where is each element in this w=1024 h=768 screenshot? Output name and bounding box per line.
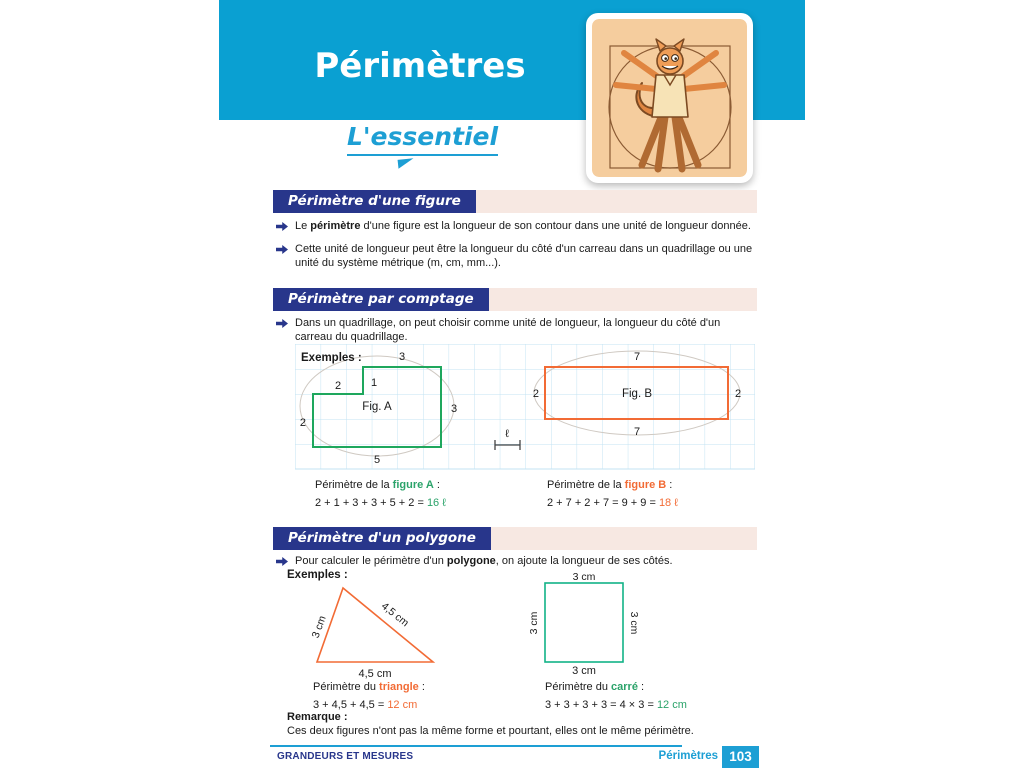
bullet-text-pre: Le bbox=[295, 220, 311, 232]
equation-text: 2 + 1 + 3 + 3 + 5 + 2 = bbox=[315, 497, 427, 509]
bullet-item bbox=[276, 316, 754, 344]
figure-a-name-text: figure A bbox=[392, 479, 434, 491]
caption-suffix: : bbox=[418, 681, 425, 693]
remark-block bbox=[287, 710, 765, 738]
figure-a-upper-left-label: 2 bbox=[334, 380, 342, 392]
caption-prefix: Périmètre du bbox=[313, 681, 380, 693]
caption-suffix: : bbox=[433, 479, 440, 491]
bullet-text-pre: Pour calculer le périmètre d'un bbox=[295, 555, 447, 567]
bullet-text bbox=[295, 242, 754, 270]
caption-suffix: : bbox=[666, 479, 673, 491]
grid-examples-label: Exemples : bbox=[301, 352, 362, 364]
perimeter-a-line2 bbox=[315, 494, 446, 512]
figure-b-right-label: 2 bbox=[735, 388, 742, 400]
page-number-badge: 103 bbox=[722, 746, 759, 768]
essentiel-label: L'essentiel bbox=[347, 122, 498, 156]
section-bar-figure bbox=[273, 190, 757, 213]
square-bottom-side-label: 3 cm bbox=[572, 665, 596, 677]
figure-b-top-label: 7 bbox=[633, 351, 641, 363]
perimeter-triangle-caption bbox=[313, 678, 425, 714]
bullet-text bbox=[295, 219, 751, 233]
arrow-bullet-icon bbox=[276, 245, 288, 254]
figure-b-left-label: 2 bbox=[532, 388, 539, 400]
figure-a-right-label: 3 bbox=[451, 403, 458, 415]
unit-symbol: ℓ bbox=[505, 428, 509, 440]
figure-a-bottom-label: 5 bbox=[373, 454, 381, 466]
square-name-text: carré bbox=[611, 681, 638, 693]
arrow-bullet-icon bbox=[276, 319, 288, 328]
bullet-text-pre: Cette unité de longueur peut être la longueur du côté d'un carreau dans un quadrillage ou une unité du système métrique (m, cm, mm...). bbox=[295, 243, 753, 269]
result-value: 18 ℓ bbox=[658, 497, 678, 509]
caption-prefix: Périmètre de la bbox=[315, 479, 393, 491]
result-value: 12 cm bbox=[656, 699, 687, 711]
chapter-title: Périmètres bbox=[314, 46, 526, 86]
figure-a-left-label: 2 bbox=[299, 417, 306, 429]
essentiel-tail-decoration bbox=[398, 158, 415, 169]
square-figure bbox=[528, 570, 646, 682]
caption-prefix: Périmètre du bbox=[545, 681, 612, 693]
bullet-item bbox=[276, 219, 754, 233]
triangle-caption-line1 bbox=[313, 678, 425, 696]
perimeter-a-line1 bbox=[315, 476, 446, 494]
arrow-bullet-icon bbox=[276, 222, 288, 231]
bullet-item bbox=[276, 242, 754, 270]
remark-text: Ces deux figures n'ont pas la même forme et pourtant, elles ont le même périmètre. bbox=[287, 725, 694, 737]
section-bar-polygone bbox=[273, 527, 757, 550]
perimeter-figure-a-caption bbox=[315, 476, 446, 512]
footer-divider bbox=[270, 745, 682, 747]
bullet-text-pre: Dans un quadrillage, on peut choisir comme unité de longueur, la longueur du côté d'un carreau du quadrillage. bbox=[295, 317, 721, 343]
perimeter-figure-b-caption bbox=[547, 476, 678, 512]
square-shape bbox=[545, 583, 623, 662]
bullet-text bbox=[295, 316, 754, 344]
square-right-side-label: 3 cm bbox=[628, 611, 640, 635]
square-left-side-label: 3 cm bbox=[528, 611, 540, 635]
triangle-bottom-side-label: 4,5 cm bbox=[358, 668, 392, 680]
footer-collection-label: GRANDEURS ET MESURES bbox=[277, 751, 414, 762]
equation-text: 3 + 3 + 3 + 3 = 4 × 3 = bbox=[545, 699, 657, 711]
footer-chapter-label: Périmètres bbox=[658, 750, 718, 762]
square-top-side-label: 3 cm bbox=[572, 571, 596, 583]
bullet-text-post: d'une figure est la longueur de son contour dans une unité de longueur donnée. bbox=[360, 220, 751, 232]
equation-text: 2 + 7 + 2 + 7 = 9 + 9 = bbox=[547, 497, 659, 509]
triangle-name-text: triangle bbox=[379, 681, 419, 693]
section-bar-comptage bbox=[273, 288, 757, 311]
figure-b-name: Fig. B bbox=[621, 388, 653, 400]
bullet-text-post: , on ajoute la longueur de ses côtés. bbox=[495, 555, 673, 567]
figure-a-notch-label: 1 bbox=[370, 377, 378, 389]
square-caption-line1 bbox=[545, 678, 687, 696]
figure-a-top-label: 3 bbox=[398, 351, 406, 363]
figure-b-name-text: figure B bbox=[624, 479, 667, 491]
bullet-text-bold: périmètre bbox=[310, 220, 361, 232]
perimeter-square-caption bbox=[545, 678, 687, 714]
section-title-polygone: Périmètre d'un polygone bbox=[273, 527, 491, 550]
perimeter-b-line1 bbox=[547, 476, 678, 494]
triangle-left-side-label: 3 cm bbox=[309, 614, 329, 640]
mascot-card bbox=[586, 13, 753, 183]
bullet-item bbox=[276, 554, 754, 568]
grid-canvas bbox=[295, 344, 755, 471]
result-value: 12 cm bbox=[387, 699, 418, 711]
result-value: 16 ℓ bbox=[426, 497, 446, 509]
triangle-shape bbox=[317, 588, 433, 662]
essentiel-heading bbox=[320, 122, 525, 156]
polygon-examples-label: Exemples : bbox=[287, 569, 348, 581]
remark-title: Remarque : bbox=[287, 711, 348, 723]
bullet-text-bold: polygone bbox=[446, 555, 496, 567]
equation-text: 3 + 4,5 + 4,5 = bbox=[313, 699, 388, 711]
section-title-figure: Périmètre d'une figure bbox=[273, 190, 476, 213]
bullet-text bbox=[295, 554, 673, 568]
caption-suffix: : bbox=[637, 681, 645, 693]
figure-b-bottom-label: 7 bbox=[633, 426, 641, 438]
caption-prefix: Périmètre de la bbox=[547, 479, 625, 491]
section-title-comptage: Périmètre par comptage bbox=[273, 288, 489, 311]
figure-a-name: Fig. A bbox=[362, 401, 392, 413]
triangle-figure bbox=[300, 572, 470, 684]
arrow-bullet-icon bbox=[276, 557, 288, 566]
triangle-hypotenuse-label: 4,5 cm bbox=[378, 600, 411, 630]
vitruvian-squirrel-illustration bbox=[592, 19, 747, 177]
section-figure-bullets bbox=[276, 219, 754, 279]
perimeter-b-line2 bbox=[547, 494, 678, 512]
